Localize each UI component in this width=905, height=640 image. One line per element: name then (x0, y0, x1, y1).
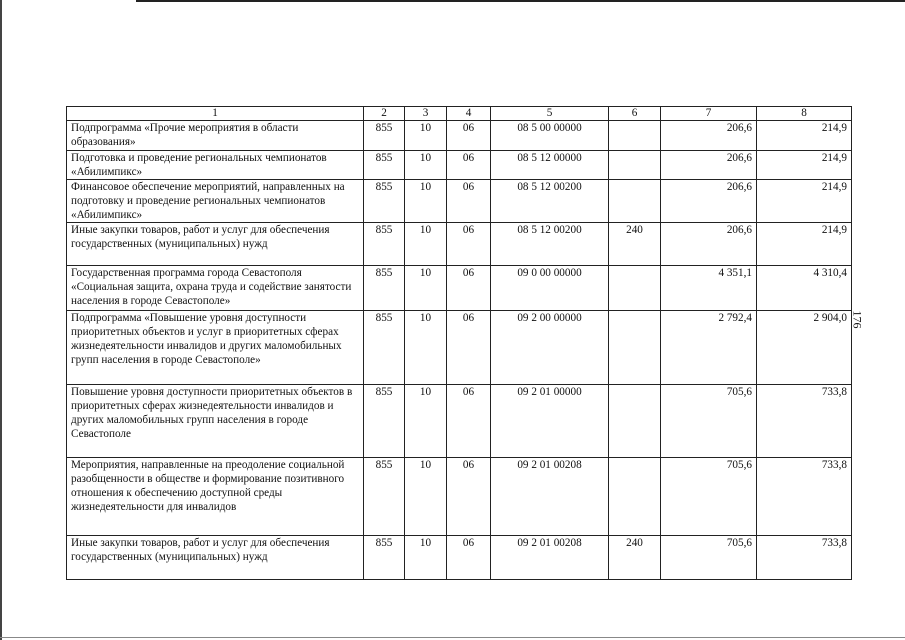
cell-amount-year-1: 2 792,4 (661, 311, 757, 385)
cell-expense-type (609, 311, 661, 385)
cell-ministry: 855 (364, 266, 405, 311)
table-header-row (67, 107, 852, 121)
row-title: Государственная программа города Севастополя «Социальная защита, охрана труда и содействие занятости населения в городе Севастополе» (67, 266, 364, 311)
cell-amount-year-2: 2 904,0 (757, 311, 852, 385)
cell-section: 10 (405, 385, 447, 458)
cell-section: 10 (405, 536, 447, 580)
cell-target-article: 09 0 00 00000 (491, 266, 609, 311)
cell-ministry: 855 (364, 385, 405, 458)
cell-amount-year-2: 214,9 (757, 180, 852, 223)
cell-target-article: 08 5 12 00200 (491, 180, 609, 223)
table-row (67, 536, 852, 580)
row-title: Подпрограмма «Повышение уровня доступности приоритетных объектов и услуг в приоритетных сферах жизнедеятельности инвалидов и других маломобильных групп населения в городе Севастополе» (67, 311, 364, 385)
cell-subsection: 06 (447, 180, 491, 223)
scan-bottom-border (0, 637, 905, 638)
table-row (67, 180, 852, 223)
table-row (67, 385, 852, 458)
cell-expense-type (609, 385, 661, 458)
cell-subsection: 06 (447, 536, 491, 580)
cell-subsection: 06 (447, 121, 491, 151)
cell-amount-year-2: 214,9 (757, 151, 852, 180)
table-row (67, 223, 852, 266)
cell-ministry: 855 (364, 121, 405, 151)
cell-ministry: 855 (364, 223, 405, 266)
row-title: Мероприятия, направленные на преодоление социальной разобщенности в обществе и формирование позитивного отношения к обеспечению доступной среды жизнедеятельности для инвалидов (67, 458, 364, 536)
table-row (67, 311, 852, 385)
cell-amount-year-1: 206,6 (661, 223, 757, 266)
cell-target-article: 08 5 00 00000 (491, 121, 609, 151)
cell-ministry: 855 (364, 458, 405, 536)
table-row (67, 266, 852, 311)
cell-section: 10 (405, 180, 447, 223)
cell-expense-type (609, 266, 661, 311)
page-number: 176 (850, 310, 865, 329)
cell-target-article: 09 2 01 00208 (491, 458, 609, 536)
cell-expense-type: 240 (609, 223, 661, 266)
cell-target-article: 08 5 12 00200 (491, 223, 609, 266)
cell-subsection: 06 (447, 266, 491, 311)
cell-section: 10 (405, 311, 447, 385)
column-header: 7 (661, 107, 757, 121)
cell-amount-year-1: 705,6 (661, 536, 757, 580)
column-header: 5 (491, 107, 609, 121)
cell-amount-year-1: 705,6 (661, 385, 757, 458)
cell-amount-year-1: 4 351,1 (661, 266, 757, 311)
cell-expense-type: 240 (609, 536, 661, 580)
cell-expense-type (609, 151, 661, 180)
cell-subsection: 06 (447, 151, 491, 180)
cell-amount-year-1: 206,6 (661, 180, 757, 223)
cell-amount-year-1: 206,6 (661, 151, 757, 180)
cell-target-article: 09 2 01 00208 (491, 536, 609, 580)
cell-amount-year-2: 214,9 (757, 223, 852, 266)
row-title: Повышение уровня доступности приоритетных объектов в приоритетных сферах жизнедеятельности инвалидов и других маломобильных групп населения в городе Севастополе (67, 385, 364, 458)
scan-left-border (0, 0, 2, 640)
column-header: 8 (757, 107, 852, 121)
column-header: 1 (67, 107, 364, 121)
cell-target-article: 09 2 00 00000 (491, 311, 609, 385)
column-header: 4 (447, 107, 491, 121)
cell-section: 10 (405, 151, 447, 180)
budget-table (66, 106, 852, 580)
row-title: Подпрограмма «Прочие мероприятия в области образования» (67, 121, 364, 151)
cell-ministry: 855 (364, 180, 405, 223)
cell-subsection: 06 (447, 385, 491, 458)
table-row (67, 458, 852, 536)
cell-amount-year-1: 206,6 (661, 121, 757, 151)
cell-ministry: 855 (364, 151, 405, 180)
row-title: Иные закупки товаров, работ и услуг для обеспечения государственных (муниципальных) нужд (67, 536, 364, 580)
cell-amount-year-2: 733,8 (757, 385, 852, 458)
cell-subsection: 06 (447, 458, 491, 536)
row-title: Подготовка и проведение региональных чемпионатов «Абилимпикс» (67, 151, 364, 180)
cell-section: 10 (405, 223, 447, 266)
cell-amount-year-2: 733,8 (757, 458, 852, 536)
table-row (67, 121, 852, 151)
row-title: Финансовое обеспечение мероприятий, направленных на подготовку и проведение региональных чемпионатов «Абилимпикс» (67, 180, 364, 223)
column-header: 6 (609, 107, 661, 121)
cell-amount-year-2: 733,8 (757, 536, 852, 580)
cell-ministry: 855 (364, 536, 405, 580)
cell-expense-type (609, 121, 661, 151)
cell-subsection: 06 (447, 311, 491, 385)
column-header: 3 (405, 107, 447, 121)
cell-amount-year-2: 4 310,4 (757, 266, 852, 311)
cell-section: 10 (405, 121, 447, 151)
cell-ministry: 855 (364, 311, 405, 385)
cell-target-article: 08 5 12 00000 (491, 151, 609, 180)
cell-amount-year-2: 214,9 (757, 121, 852, 151)
cell-amount-year-1: 705,6 (661, 458, 757, 536)
cell-section: 10 (405, 458, 447, 536)
row-title: Иные закупки товаров, работ и услуг для обеспечения государственных (муниципальных) нужд (67, 223, 364, 266)
cell-target-article: 09 2 01 00000 (491, 385, 609, 458)
cell-section: 10 (405, 266, 447, 311)
cell-subsection: 06 (447, 223, 491, 266)
column-header: 2 (364, 107, 405, 121)
table-row (67, 151, 852, 180)
scan-top-border (136, 0, 905, 2)
cell-expense-type (609, 458, 661, 536)
cell-expense-type (609, 180, 661, 223)
